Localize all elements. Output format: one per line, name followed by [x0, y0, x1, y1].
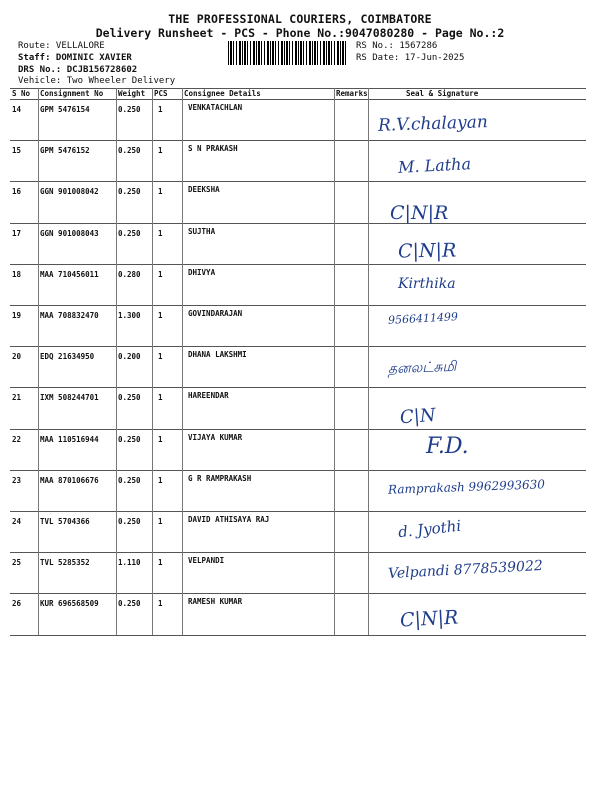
pcs-value: 1	[158, 311, 163, 320]
table-row	[10, 511, 586, 552]
weight-value: 0.250	[118, 434, 141, 444]
weight-value: 0.250	[118, 393, 141, 403]
consignment-number: MAA 710456011	[40, 269, 99, 279]
consignment-number: MAA 870106676	[40, 475, 99, 485]
consignee-name: S N PRAKASH	[188, 144, 238, 154]
runsheet-table	[10, 88, 586, 633]
pcs-value: 1	[158, 475, 163, 485]
table-row	[10, 346, 586, 387]
consignment-number: KUR 696568509	[40, 599, 99, 609]
row-sno: 14	[12, 105, 22, 114]
weight-value: 0.250	[118, 475, 141, 485]
table-row-rule	[10, 635, 586, 636]
column-header-consignee: Consignee Details	[184, 89, 261, 98]
consignment-number: TVL 5704366	[40, 517, 90, 526]
weight-value: 0.200	[118, 352, 141, 362]
consignee-name: VENKATACHLAN	[188, 103, 243, 112]
signature: d. Jyothi	[397, 516, 462, 542]
row-sno: 18	[12, 269, 22, 279]
consignee-name: SUJTHA	[188, 226, 216, 236]
staff-label: Staff: DOMINIC XAVIER	[18, 53, 132, 63]
pcs-value: 1	[158, 269, 163, 279]
row-sno: 17	[12, 228, 22, 238]
consignee-name: DEEKSHA	[188, 185, 220, 195]
weight-value: 0.280	[118, 269, 141, 279]
pcs-value: 1	[158, 352, 163, 362]
vehicle-label: Vehicle: Two Wheeler Delivery	[18, 76, 176, 86]
consignment-number: IXM 508244701	[40, 393, 99, 403]
pcs-value: 1	[158, 105, 163, 114]
signature: M. Latha	[397, 154, 472, 177]
row-sno: 25	[12, 558, 22, 568]
pcs-value: 1	[158, 517, 163, 526]
row-sno: 23	[12, 475, 22, 485]
route-label: Route: VELLALORE	[18, 41, 105, 51]
weight-value: 0.250	[118, 105, 141, 114]
pcs-value: 1	[158, 558, 163, 568]
consignee-name: RAMESH KUMAR	[188, 597, 243, 607]
row-sno: 20	[12, 352, 22, 362]
signature: C|N|R	[390, 202, 449, 224]
consignment-number: MAA 110516944	[40, 434, 99, 444]
column-header-remarks: Remarks	[336, 89, 368, 98]
signature: R.V.chalayan	[377, 112, 489, 136]
weight-value: 0.250	[118, 187, 141, 197]
column-header-weight: Weight	[118, 89, 146, 98]
consignee-name: HAREENDAR	[188, 391, 229, 401]
weight-value: 0.250	[118, 599, 141, 609]
signature: F.D.	[426, 434, 469, 459]
pcs-value: 1	[158, 187, 163, 197]
pcs-value: 1	[158, 393, 163, 403]
rs-date: RS Date: 17-Jun-2025	[356, 53, 465, 63]
table-row	[10, 99, 586, 140]
row-sno: 15	[12, 146, 22, 156]
consignee-name: G R RAMPRAKASH	[188, 473, 252, 483]
consignment-number: EDQ 21634950	[40, 352, 95, 362]
signature: Ramprakash 9962993630	[387, 477, 546, 497]
consignee-name: DHIVYA	[188, 267, 216, 277]
consignee-name: VIJAYA KUMAR	[188, 432, 243, 442]
signature: C|N|R	[399, 606, 459, 632]
consignee-name: DAVID ATHISAYA RAJ	[188, 515, 270, 524]
row-sno: 24	[12, 517, 22, 526]
row-sno: 19	[12, 311, 22, 320]
consignee-name: DHANA LAKSHMI	[188, 350, 247, 360]
row-sno: 22	[12, 434, 22, 444]
column-header-pcs: PCS	[154, 89, 168, 98]
signature: தனலட்சுமி	[387, 358, 457, 378]
consignee-name: GOVINDARAJAN	[188, 309, 243, 318]
pcs-value: 1	[158, 599, 163, 609]
consignment-number: GPM 5476152	[40, 146, 90, 156]
weight-value: 0.250	[118, 517, 141, 526]
column-header-signature: Seal & Signature	[406, 89, 479, 98]
column-header-consignment: Consignment No	[40, 89, 104, 98]
pcs-value: 1	[158, 434, 163, 444]
barcode-image	[228, 41, 348, 65]
signature: Velpandi 8778539022	[387, 557, 544, 583]
row-sno: 26	[12, 599, 22, 609]
row-sno: 21	[12, 393, 22, 403]
weight-value: 0.250	[118, 146, 141, 156]
table-row	[10, 140, 586, 181]
weight-value: 1.110	[118, 558, 141, 568]
consignment-number: TVL 5285352	[40, 558, 90, 568]
rs-number: RS No.: 1567286	[356, 41, 438, 51]
signature: C|N|R	[397, 239, 457, 263]
consignment-number: MAA 708832470	[40, 311, 99, 320]
pcs-value: 1	[158, 228, 163, 238]
pcs-value: 1	[158, 146, 163, 156]
weight-value: 0.250	[118, 228, 141, 238]
drs-number: DRS No.: DCJB156728602	[18, 65, 138, 75]
runsheet-subtitle: Delivery Runsheet - PCS - Phone No.:9047080280 - Page No.:2	[95, 26, 505, 40]
column-header-sno: S No	[12, 89, 31, 98]
signature: Kirthika	[398, 276, 456, 292]
consignee-name: VELPANDI	[188, 556, 225, 566]
consignment-number: GGN 901008042	[40, 187, 99, 197]
weight-value: 1.300	[118, 311, 141, 320]
row-sno: 16	[12, 187, 22, 197]
signature: C|N	[399, 404, 437, 429]
company-title: THE PROFESSIONAL COURIERS, COIMBATORE	[168, 12, 432, 26]
consignment-number: GPM 5476154	[40, 105, 90, 114]
consignment-number: GGN 901008043	[40, 228, 99, 238]
signature: 9566411499	[387, 310, 459, 327]
